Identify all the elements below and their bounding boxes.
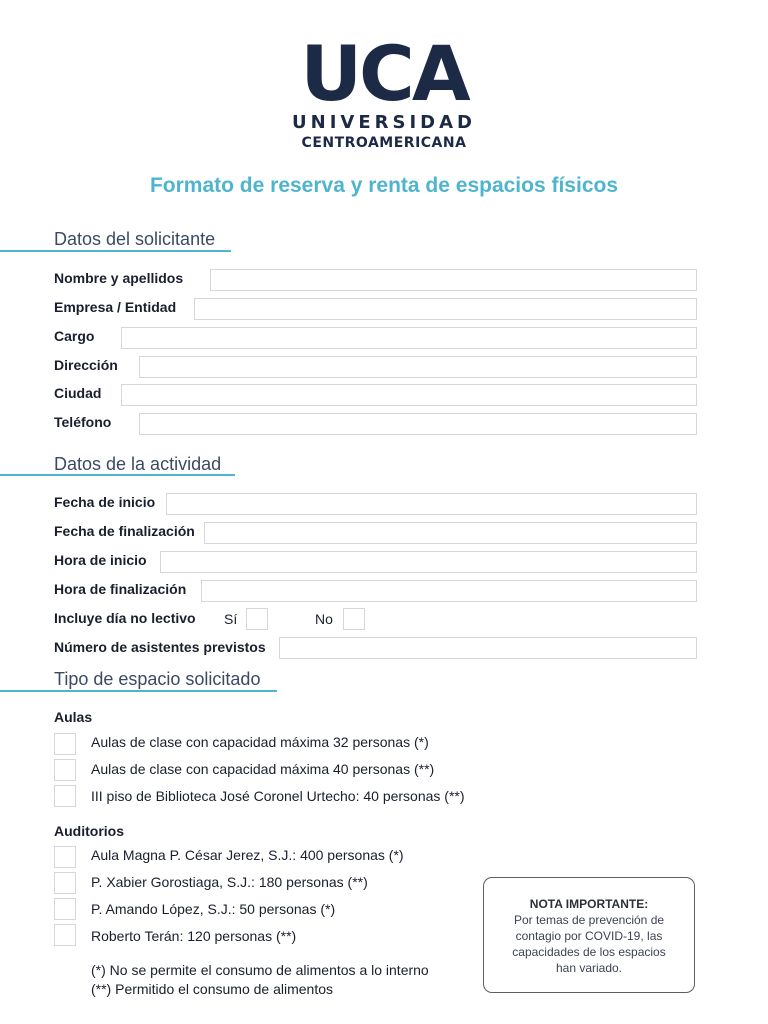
- footnote-double-asterisk: (**) Permitido el consumo de alimentos: [91, 981, 333, 997]
- note-body: Por temas de prevención de contagio por COVID-19, las capacidades de los espacios han variado.: [512, 913, 666, 975]
- label-cargo: Cargo: [54, 328, 95, 344]
- aula-option-label: Aulas de clase con capacidad máxima 40 personas (**): [91, 761, 435, 777]
- roberto-teran-checkbox[interactable]: [54, 924, 76, 946]
- uca-logo: [0, 29, 768, 151]
- telefono-field[interactable]: [139, 413, 697, 435]
- auditorio-option-label: P. Amando López, S.J.: 50 personas (*): [91, 901, 336, 917]
- fecha-inicio-field[interactable]: [166, 493, 697, 515]
- label-hora-inicio: Hora de inicio: [54, 552, 147, 568]
- section-heading-solicitante: Datos del solicitante: [54, 229, 216, 249]
- label-fecha-inicio: Fecha de inicio: [54, 494, 156, 510]
- label-ciudad: Ciudad: [54, 385, 102, 401]
- si-checkbox[interactable]: [246, 608, 268, 630]
- option-no-label: No: [315, 611, 333, 627]
- empresa-field[interactable]: [194, 298, 697, 320]
- label-dia-no-lectivo: Incluye día no lectivo: [54, 610, 196, 626]
- logo-acronym: UCA: [300, 29, 468, 118]
- gorostiaga-checkbox[interactable]: [54, 872, 76, 894]
- label-nombre: Nombre y apellidos: [54, 270, 184, 286]
- nombre-field[interactable]: [210, 269, 697, 291]
- aula-magna-checkbox[interactable]: [54, 846, 76, 868]
- section-underline: [0, 474, 235, 476]
- direccion-field[interactable]: [139, 356, 697, 378]
- label-direccion: Dirección: [54, 357, 118, 373]
- aula-40-checkbox[interactable]: [54, 759, 76, 781]
- note-title: NOTA IMPORTANTE:: [529, 897, 649, 911]
- aulas-heading: Aulas: [54, 709, 93, 725]
- fecha-finalizacion-field[interactable]: [204, 522, 697, 544]
- logo-line-2: CENTROAMERICANA: [301, 135, 467, 151]
- cargo-field[interactable]: [121, 327, 697, 349]
- hora-inicio-field[interactable]: [160, 551, 697, 573]
- label-telefono: Teléfono: [54, 414, 112, 430]
- section-heading-actividad: Datos de la actividad: [54, 454, 222, 474]
- option-si-label: Sí: [224, 611, 238, 627]
- aula-option-label: III piso de Biblioteca José Coronel Urtecho: 40 personas (**): [91, 788, 465, 804]
- hora-finalizacion-field[interactable]: [201, 580, 697, 602]
- document-title: Formato de reserva y renta de espacios físicos: [149, 174, 619, 197]
- auditorios-heading: Auditorios: [54, 823, 124, 839]
- auditorio-option-label: P. Xabier Gorostiaga, S.J.: 180 personas (**): [91, 874, 368, 890]
- no-checkbox[interactable]: [343, 608, 365, 630]
- auditorio-option-label: Roberto Terán: 120 personas (**): [91, 928, 297, 944]
- label-empresa: Empresa / Entidad: [54, 299, 177, 315]
- section-underline: [0, 250, 231, 252]
- biblioteca-checkbox[interactable]: [54, 785, 76, 807]
- section-heading-espacio: Tipo de espacio solicitado: [54, 669, 261, 689]
- important-note-box: [483, 877, 695, 993]
- footnote-single-asterisk: (*) No se permite el consumo de alimentos a lo interno: [91, 962, 429, 978]
- ciudad-field[interactable]: [121, 384, 697, 406]
- label-hora-finalizacion: Hora de finalización: [54, 581, 187, 597]
- aula-32-checkbox[interactable]: [54, 733, 76, 755]
- label-fecha-finalizacion: Fecha de finalización: [54, 523, 195, 539]
- label-asistentes: Número de asistentes previstos: [54, 639, 266, 655]
- amando-lopez-checkbox[interactable]: [54, 898, 76, 920]
- auditorio-option-label: Aula Magna P. César Jerez, S.J.: 400 personas (*): [91, 847, 404, 863]
- aula-option-label: Aulas de clase con capacidad máxima 32 personas (*): [91, 734, 429, 750]
- section-underline: [0, 690, 277, 692]
- logo-line-1: UNIVERSIDAD: [292, 112, 476, 133]
- asistentes-field[interactable]: [279, 637, 697, 659]
